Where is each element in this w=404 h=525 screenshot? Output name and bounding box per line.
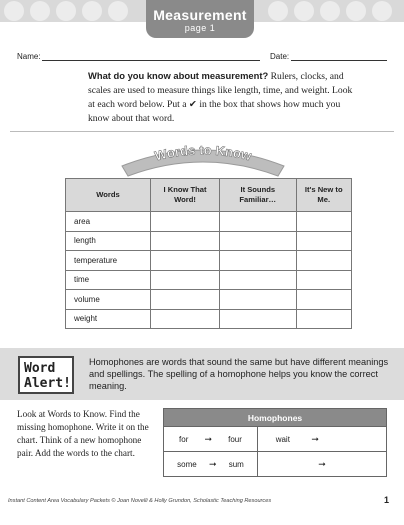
arrow-icon: ➞: [208, 458, 217, 469]
checkbox-cell[interactable]: [296, 270, 351, 290]
intro-paragraph: [88, 69, 358, 126]
checkbox-cell[interactable]: [220, 251, 296, 271]
word-cell: length: [66, 231, 151, 251]
word-cell: time: [66, 270, 151, 290]
word-alert-text: Homophones are words that sound the same but have different meanings and spellings. The spelling of a homophone helps you know the correct meaning.: [89, 357, 389, 391]
checkbox-cell[interactable]: [220, 231, 296, 251]
badge-line-1: Word: [24, 361, 56, 376]
homophones-table: [163, 408, 387, 477]
word-alert-badge: [18, 356, 74, 394]
col-words: Words: [66, 179, 151, 212]
col-sounds-familiar: It Sounds Familiar…: [220, 179, 296, 212]
page-title: Measurement: [153, 7, 247, 23]
intro-text: Rulers, clocks, and scales are used to measure things like length, time, and weight. Look at each word below. Put a ✔ in the box that shows how much you know about that word.: [88, 71, 353, 124]
checkbox-cell[interactable]: [296, 212, 351, 232]
page-number: 1: [384, 495, 390, 505]
banner-title: Words to Know: [153, 142, 253, 164]
col-new-to-me: It's New to Me.: [296, 179, 351, 212]
checkbox-cell[interactable]: [151, 251, 220, 271]
banner-graphic: [118, 136, 288, 178]
footer-credit: Instant Content Area Vocabulary Packets © Joan Novelli & Holly Grundon, Scholastic Teaching Resources: [8, 498, 272, 504]
checkbox-cell[interactable]: [296, 231, 351, 251]
checkbox-cell[interactable]: [220, 309, 296, 329]
table-row: [66, 309, 352, 329]
badge-line-2: Alert!: [24, 376, 71, 391]
decorative-dot: [4, 1, 24, 21]
homophone-word: wait: [275, 434, 290, 444]
pair-cell: [164, 452, 258, 477]
table-row: [66, 251, 352, 271]
arrow-icon: ➞: [311, 433, 319, 444]
homophone-word: for: [179, 434, 189, 444]
decorative-dot: [56, 1, 76, 21]
checkbox-cell[interactable]: [220, 290, 296, 310]
page-subtitle: page 1: [184, 23, 216, 33]
checkbox-cell[interactable]: [220, 270, 296, 290]
words-table: [65, 178, 352, 329]
table-row: [164, 452, 387, 477]
date-label: Date:: [270, 52, 290, 61]
checkbox-cell[interactable]: [296, 290, 351, 310]
instructions-text: Look at Words to Know. Find the missing homophone. Write it on the chart. Think of a new homophone pair. Add the words to the chart.: [17, 409, 149, 458]
word-cell: temperature: [66, 251, 151, 271]
decorative-dot: [108, 1, 128, 21]
table-row: [164, 427, 387, 452]
checkbox-cell[interactable]: [220, 212, 296, 232]
word-cell: volume: [66, 290, 151, 310]
checkbox-cell[interactable]: [296, 251, 351, 271]
title-tab: [146, 0, 254, 38]
decorative-dot: [294, 1, 314, 21]
date-field[interactable]: [291, 60, 387, 61]
homophones-title: Homophones: [164, 409, 387, 427]
arrow-icon: ➞: [204, 433, 213, 444]
decorative-dot: [82, 1, 102, 21]
name-field[interactable]: [42, 60, 260, 61]
homophone-word: some: [177, 459, 197, 469]
decorative-dot: [268, 1, 288, 21]
decorative-dot: [320, 1, 340, 21]
checkbox-cell[interactable]: [296, 309, 351, 329]
checkbox-cell[interactable]: [151, 270, 220, 290]
checkbox-cell[interactable]: [151, 309, 220, 329]
pair-cell: [257, 427, 386, 452]
checkbox-cell[interactable]: [151, 231, 220, 251]
word-cell: area: [66, 212, 151, 232]
arrow-icon: ➞: [318, 458, 326, 469]
checkbox-cell[interactable]: [151, 212, 220, 232]
homophone-word: sum: [228, 459, 244, 469]
col-i-know: I Know That Word!: [151, 179, 220, 212]
intro-question: What do you know about measurement?: [88, 70, 269, 81]
divider: [10, 131, 394, 132]
table-row: [66, 231, 352, 251]
pair-cell: [164, 427, 258, 452]
table-row: [66, 212, 352, 232]
words-to-know-banner: [118, 136, 288, 178]
words-table-header: [66, 179, 352, 212]
pair-cell: [257, 452, 386, 477]
homophone-word: four: [228, 434, 242, 444]
decorative-dot: [30, 1, 50, 21]
decorative-dot: [346, 1, 366, 21]
name-label: Name:: [17, 52, 41, 61]
table-row: [66, 290, 352, 310]
checkbox-cell[interactable]: [151, 290, 220, 310]
word-cell: weight: [66, 309, 151, 329]
decorative-dot: [372, 1, 392, 21]
table-row: [66, 270, 352, 290]
